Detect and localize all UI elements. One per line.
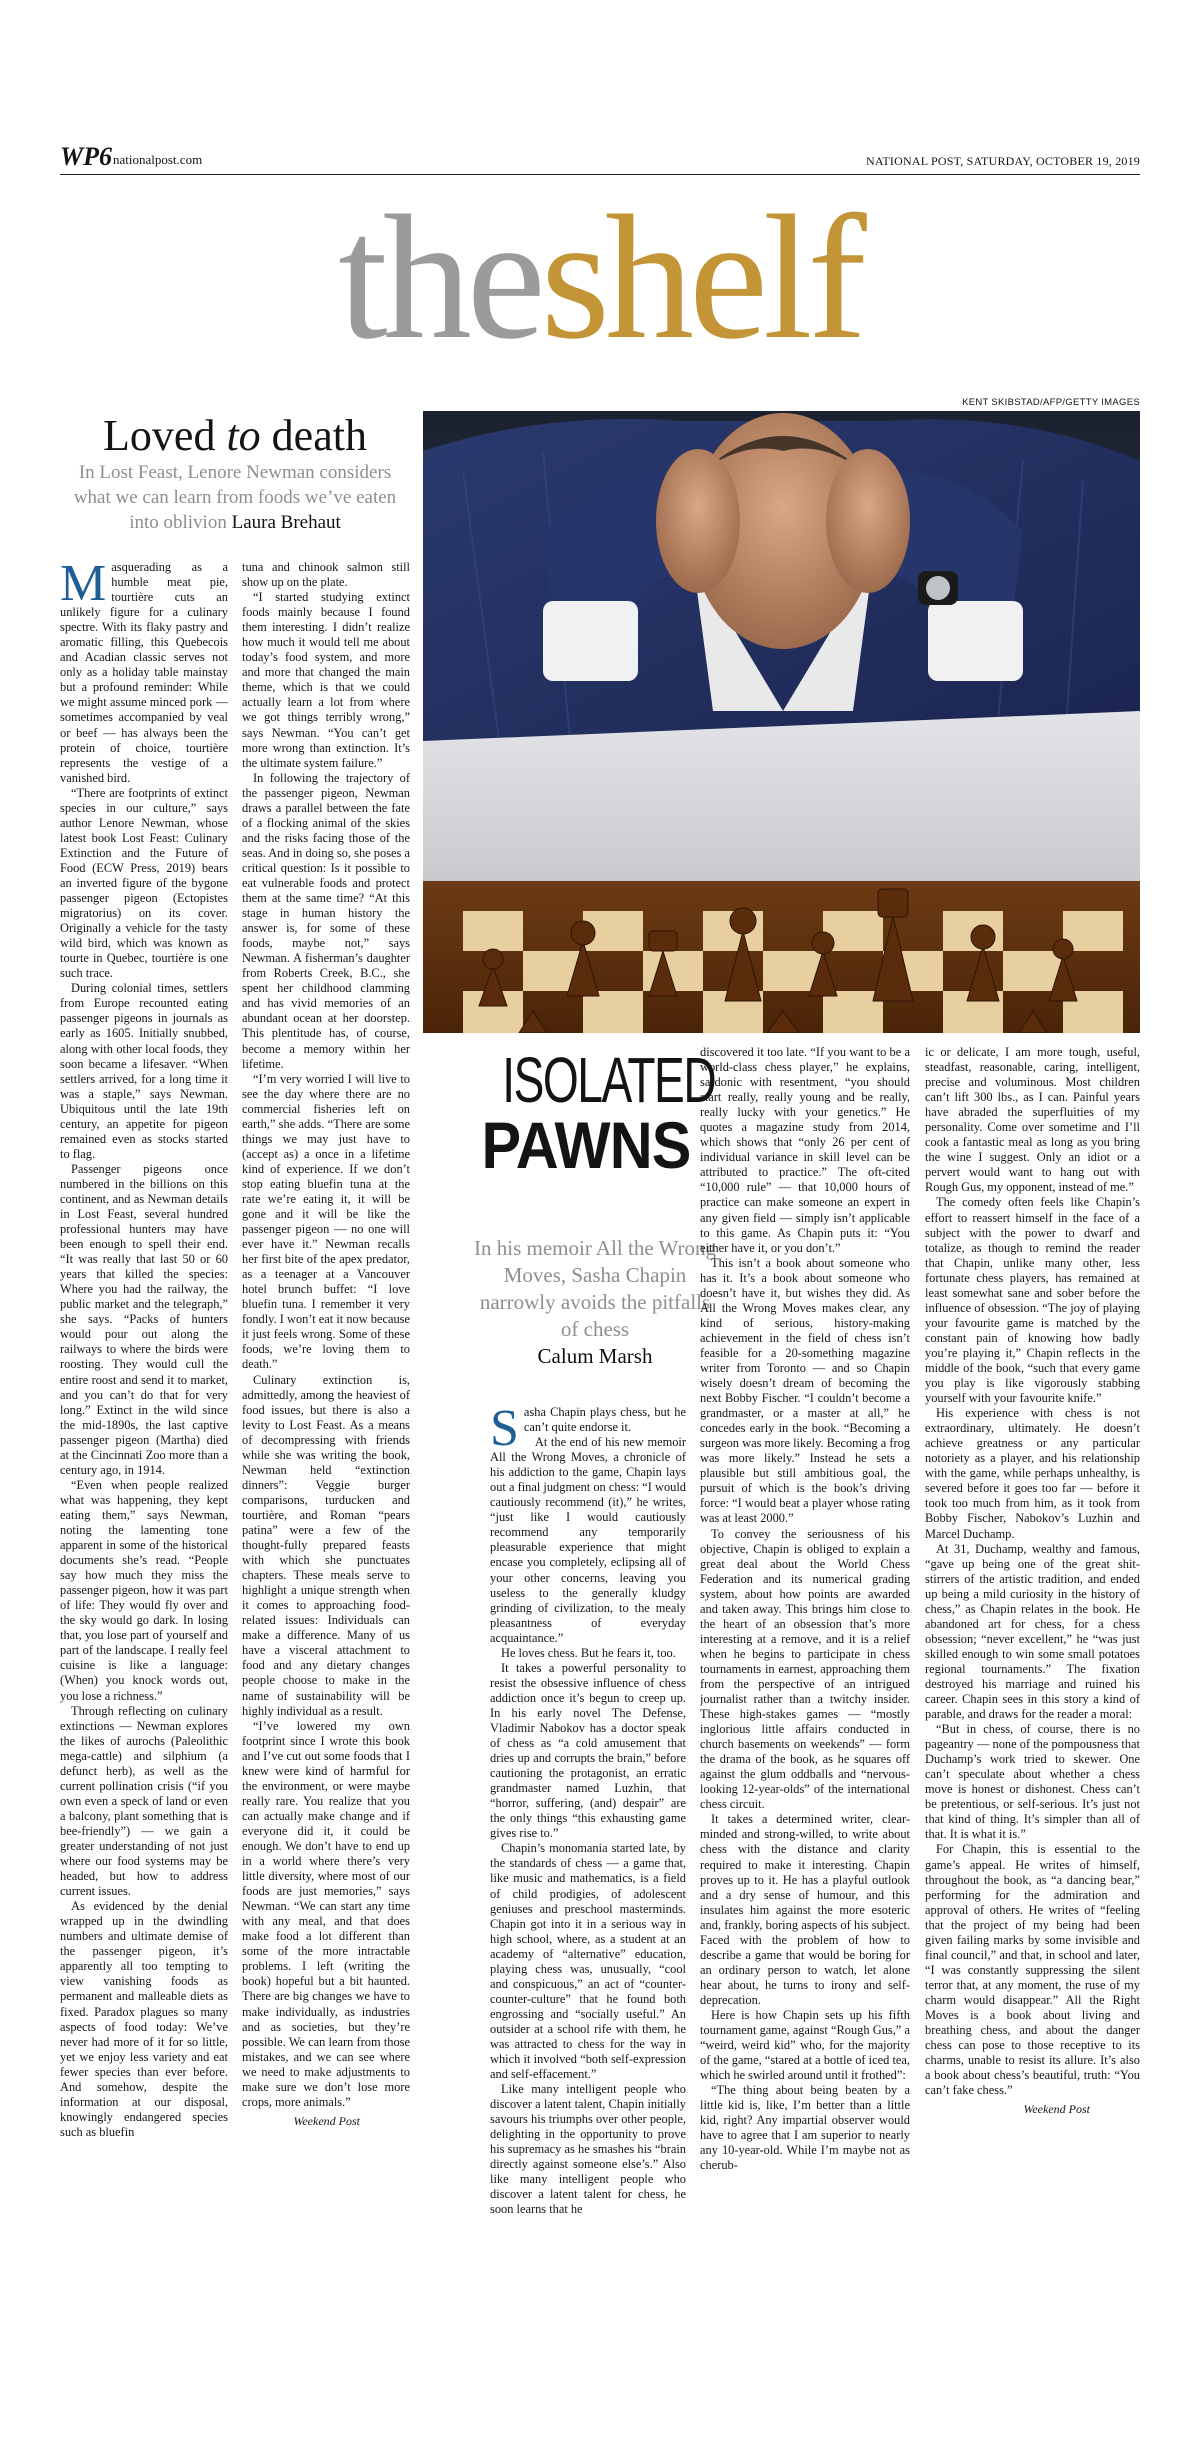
photo-credit: KENT SKIBSTAD/AFP/GETTY IMAGES <box>962 397 1140 408</box>
drop-cap: M <box>60 560 107 612</box>
paragraph: discovered it too late. “If you want to be a world-class chess player,” he explains, sardonic with resentment, “you should start really, really young and be really, really lucky with your genetics.” He quotes a magazine study from 2014, which shows that “only 26 per cent of individual variance in skill level can be attributed to practice.” The oft-cited “10,000 rule” — that 10,000 hours of practice can make someone an expert in any given field — simply isn’t applicable to this game. As Chapin puts it: “You either have it, or you don’t.” <box>700 1045 910 1255</box>
paragraph: His experience with chess is not extraordinary, ultimately. He doesn’t achieve greatness or any particular notoriety as a player, and his relationship with the game, while perhaps unhealthy, is severed before it goes too far — before it took too much from him, as it took from Bobby Fischer, Nabokov’s Luzhin and Marcel Duchamp. <box>925 1406 1140 1541</box>
deck-text: In Lost Feast, Lenore Newman considers what we can learn from foods we’ve eaten into oblivion <box>73 462 397 533</box>
left-article-column-1 <box>60 560 228 2400</box>
paragraph: It takes a determined writer, clear-minded and strong-willed, to write about chess with the distance and clarity required to make it interesting. Chapin proves up to it. He has a playful outlook and a dry sense of humour, and this insulates him against the more esoteric and, frankly, boring aspects of his subject. Faced with the problem of how to describe a game that would be boring for an ordinary person to watch, let alone hear about, he turns to irony and self-deprecation. <box>700 1812 910 2007</box>
right-article-column-1 <box>490 1405 686 2400</box>
headline-part: death <box>260 411 367 460</box>
paragraph: As evidenced by the denial wrapped up in the dwindling numbers and ultimate demise of the passenger pigeon, it’s apparently all too tempting to view vanishing foods as permanent and malleable diets as fixed. Paradox plagues so many aspects of food today: We’ve never had more of it for so little, yet we enjoy less variety and eat fewer species than ever before. And somehow, despite the information at our disposal, knowingly endangered species such as bluefin <box>60 1899 228 2139</box>
paragraph: ic or delicate, I am more tough, useful, steadfast, reasonable, caring, intelligent, precise and voluminous. Most children can’t lift 300 lbs., as I can. Painful years have abraded the superfluities of my personality. Come over sometime and I’ll cook a fantastic meal as long as you bring the wine I suggest. Only an idiot or a pervert would want to hang out with Rough Gus, my opponent, instead of me.” <box>925 1045 1140 1195</box>
page-folio: WP6 <box>60 142 112 171</box>
paragraph <box>490 1405 686 1457</box>
left-article-headline <box>60 412 410 460</box>
paragraph: For Chapin, this is essential to the game’s appeal. He writes of himself, throughout the book, as “a dancing bear,” performing for the admiration and approval of others. He writes of “feeling that the project of my being had been given failing marks by some invisible and final council,” and that, in school and later, “I was constantly suppressing the silent terror that, at any moment, the ruse of my charm would disappear.” All the Right Moves is a book about living and breathing chess, and about the danger chess can pose to those receptive to its charms, unable to resist its allure. It’s also a book about chess’s beautiful, truth: “You can’t fake chess.” <box>925 1842 1140 2098</box>
byline: Laura Brehaut <box>231 512 341 533</box>
site-url: nationalpost.com <box>113 152 203 167</box>
paragraph: This isn’t a book about someone who has it. It’s a book about someone who doesn’t have it, but wishes they did. As All the Wrong Moves makes clear, any kind of serious, history-making achievement in the field of chess isn’t feasible for a 20-something magazine writer from Toronto — and so Chapin wisely doesn’t dream of becoming the next Bobby Fischer. “I couldn’t become a grandmaster, or a master at all,” he concedes early in the book. “Becoming a surgeon was more likely. Becoming a frog was more likely.” Instead he sets a plausible but still ambitious goal, the pursuit of which is the book’s driving force: “I would beat a player whose rating was at least 2000.” <box>700 1255 910 1526</box>
paragraph: In following the trajectory of the passenger pigeon, Newman draws a parallel between the fate of a flocking animal of the skies and the risks facing those of the seas. And in doing so, she poses a critical question: Is it possible to eat vulnerable foods and protect them at the same time? “At this stage in human history the answer is, for some of these foods, maybe not,” says Newman. A fisherman’s daughter from Roberts Creek, B.C., she spent her childhood clamming and has vivid memories of an abundant ocean at her doorstep. This plentitude has, of course, become a memory within her lifetime. <box>242 770 410 1071</box>
section-masthead <box>0 178 1200 376</box>
header-rule <box>60 174 1140 175</box>
paragraph: Here is how Chapin sets up his fifth tournament game, against “Rough Gus,” a “weird, weird kid” who, for the majority of the game, “stared at a bottle of iced tea, which he swirled around until it frothed”: <box>700 2008 910 2083</box>
right-article-deck <box>470 1235 720 1370</box>
right-article-headline <box>470 1044 716 1182</box>
chess-player-photo <box>423 411 1140 1033</box>
paragraph: He loves chess. But he fears it, too. <box>501 1645 676 1660</box>
paragraph: To convey the seriousness of his objective, Chapin is obliged to explain a great deal about the World Chess Federation and its numerical grading system, about how points are awarded and taken away. This brings him close to the heart of an obsession that’s more interesting at a remove, and it is a relief when he begins to participate in chess tournaments in earnest, approaching them from the perspective of an intrigued journalist rather than a twitchy insider. These high-stakes games — “mostly inglorious little affairs conducted in church basements on weekends” — form the drama of the book, as he squares off against the glum oddballs and “nervous-looking 12-year-olds” of the international chess circuit. <box>700 1526 910 1812</box>
paragraph <box>60 560 228 786</box>
left-article-column-2 <box>242 560 410 2400</box>
masthead-the: the <box>338 178 541 376</box>
article-credit: Weekend Post <box>293 2113 360 2128</box>
headline-line-1: ISOLATED <box>502 1044 716 1116</box>
paragraph: Chapin’s monomania started late, by the standards of chess — a game that, like music and mathematics, is a field of child prodigies, of adolescent geniuses and preschool masterminds. Chapin got into it in a serious way in high school, where, as a student at an academy of “alternative” education, playing chess was, unusually, “cool and conspicuous,” an act of “counter-counter-culture” that he found both engrossing and “socially useful.” An outsider at a school rife with them, he was attracted to chess for the way in which it involved “both self-expression and self-effacement.” <box>490 1841 686 2082</box>
paragraph: “But in chess, of course, there is no pageantry — none of the pompousness that Duchamp’s work tried to skewer. One can’t speculate about whether a chess move is honest or dishonest. Chess can’t be pretentious, or self-serious. It’s just not that kind of thing. It’s simpler than all of that. It is what it is.” <box>925 1722 1140 1842</box>
drop-cap: S <box>490 1405 519 1457</box>
paragraph: Passenger pigeons once numbered in the billions on this continent, and as Newman details in Lost Feast, several hundred professional hunters may have been enough to spell their end. “It was really that last 50 or 60 years that killed the species: Where you had the railway, the public market and the telegraph,” she says. “Packs of hunters would pour out along the railways to where the birds were roosting. They would cull the entire roost and send it to market, and you can’t do that for very long.” Extinct in the wild since the mid-1890s, the last captive passenger pigeon (Martha) died at the Cincinnati Zoo more than a century ago, in 1914. <box>60 1161 228 1477</box>
paragraph: The comedy often feels like Chapin’s effort to reassert himself in the face of a subject with the power to dwarf and totalize, as though to remind the reader that Chapin, unlike many other, less fortunate chess players, has remained at least somewhat sane and sober before the influence of obsession. “The joy of playing your favourite game is matched by the constant pain of knowing how badly you’re playing it,” Chapin reflects in the middle of the book, “such that every game you play is like vigorously stabbing yourself with your favourite knife.” <box>925 1195 1140 1406</box>
paragraph: Like many intelligent people who discover a latent talent, Chapin initially savours his triumphs over other people, delighting in the opportunity to prove his supremacy as he smashes his “brain directly against someone else’s.” Also like many intelligent people who discover a latent talent for chess, he soon learns that he <box>490 2082 686 2217</box>
right-article-column-3 <box>925 1045 1140 2400</box>
byline: Calum Marsh <box>537 1344 653 1368</box>
dateline: NATIONAL POST, SATURDAY, OCTOBER 19, 2019 <box>865 154 1140 168</box>
paragraph: “I’ve lowered my own footprint since I wrote this book and I’ve cut out some foods that I knew were kind of harmful for the environment, or were maybe really rare. You realize that you can actually make change and if everyone did it, it could be enough. We don’t have to end up in a world where there’s very little diversity, where most of our foods are just memories,” says Newman. “We can start any time with any meal, and that does make food a lot different than some of the more intractable problems. I left (writing the book) hopeful but a bit haunted. There are big changes we have to make individually, as industries and as societies, but they’re possible. We can learn from those mistakes, and we can see where we need to make adjustments to make sure we don’t lose more crops, more animals.” <box>242 1718 410 2109</box>
deck-text: In his memoir All the Wrong Moves, Sasha Chapin narrowly avoids the pitfalls of chess <box>474 1236 716 1341</box>
headline-italic: to <box>226 411 261 460</box>
headline-part: Loved <box>103 411 227 460</box>
paragraph: At the end of his new memoir All the Wrong Moves, a chronicle of his addiction to the game, Chapin lays out a final judgment on chess: “I would cautiously recommend (it),” he writes, “just like I would cautiously recommend any temporarily pleasurable experience that might encase you completely, eclipsing all of your other concerns, leaving you useless to the generally kludgy grinding of civilization, to the mealy pleasantness of everyday acquaintance.” <box>490 1435 686 1645</box>
paragraph: During colonial times, settlers from Europe recounted eating passenger pigeons in journals as early as 1605. Initially snubbed, along with other local foods, they soon became a lifesaver. “When settlers arrived, for a long time it was a staple,” says Newman. Ubiquitous until the late 19th century, an appetite for pigeon remained even as stocks started to flag. <box>60 981 228 1161</box>
paragraph: It takes a powerful personality to resist the obsessive influence of chess addiction once it’s begun to creep up. In his early novel The Defense, Vladimir Nabokov has a doctor speak of chess as “a cold amusement that dries up and corrupts the brain,” before cautioning the protagonist, an erratic grandmaster named Luzhin, that “horror, suffering, (and) despair” are the only things “this exhausting game gives rise to.” <box>490 1660 686 1841</box>
left-article-deck <box>60 460 410 535</box>
paragraph: “There are footprints of extinct species in our culture,” says author Lenore Newman, whose latest book Lost Feast: Culinary Extinction and the Future of Food (ECW Press, 2019) bears an inverted figure of the bygone passenger pigeon (Ectopistes migratorius) on its cover. Originally a vehicle for the tasty wild bird, which was known as tourte in Quebec, tourtière is one such trace. <box>60 785 228 981</box>
paragraph: At 31, Duchamp, wealthy and famous, “gave up being one of the great shit-stirrers of the artistic tradition, and ended up being a mild curiosity in the history of chess,” as Chapin relates in the book. He abandoned art for chess, for a chess obsession; “never excellent,” he “was just skilled enough to win some small potatoes regional tournaments.” The fixation destroyed his marriage and ruined his career. Chapin sees in this story a kind of parable, and draws for the reader a moral: <box>925 1541 1140 1722</box>
paragraph: “The thing about being beaten by a little kid is, like, I’m better than a little kid, right? Any impartial observer would have to agree that I am superior to nearly any 10-year-old. While I’m maybe not as cherub- <box>700 2083 910 2173</box>
paragraph: tuna and chinook salmon still show up on the plate. <box>242 560 410 590</box>
paragraph: Through reflecting on culinary extinctions — Newman explores the likes of aurochs (Paleolithic mega-cattle) and silphium (a defunct herb), as well as the current pollination crisis (“if you own even a speck of land or even a balcony, plant something that is bee-friendly”) — we gain a greater understanding of not just where our food systems may be headed, but how to address current issues. <box>60 1703 228 1899</box>
article-credit: Weekend Post <box>1023 2102 1090 2117</box>
headline-line-2: PAWNS <box>481 1108 691 1182</box>
paragraph-text: asquerading as a humble meat pie, tourtière cuts an unlikely figure for a culinary spectre. With its flaky pastry and aromatic filling, this Quebecois and Acadian classic serves not only as a holiday table mainstay but a profound reminder: While we might assume minced pork — sometimes accompanied by veal or beef — has always been the protein of choice, tourtière represents the vestige of a vanished bird. <box>60 560 228 785</box>
paragraph: “I’m very worried I will live to see the day where there are no commercial fisheries left on earth,” she adds. “There are some things we may just have to (accept as) a once in a lifetime kind of experience. If we don’t stop eating bluefin tuna at the rate we’re eating it, it will be gone and it will be like the passenger pigeon — no one will ever have it.” Newman recalls her first bite of the apex predator, as a teenager at a Vancouver hotel brunch buffet: “I love bluefin tuna. I remember it very fondly. I won’t eat it now because it just feels wrong. Some of these foods, we’re loving them to death.” <box>242 1071 410 1372</box>
masthead-shelf: shelf <box>540 178 862 376</box>
paragraph: “Even when people realized what was happening, they kept eating them,” says Newman, noting the lamenting tone apparent in some of the historical documents she’s read. “People say how much they miss the passenger pigeon, how it was part of life: They would fly over and the sky would go dark. In losing that, you lose part of yourself and part of the landscape. I really feel cuisine is like a language: (When) you knock words out, you lose a richness.” <box>60 1477 228 1703</box>
right-article-column-2 <box>700 1045 910 2400</box>
paragraph: Culinary extinction is, admittedly, among the heaviest of food issues, but there is also a levity to Lost Feast. As a means of decompressing with friends while she was writing the book, Newman held “extinction dinners”: Veggie burger comparisons, turducken and tourtière, and Roman “pears patina” were a few of the thought-fully prepared feasts with which she punctuates chapters. These meals serve to highlight a unique strength when it comes to approaching food-related issues: Individuals can make a difference. Many of us have a visceral attachment to food and any dietary changes people choose to make in the name of sustainability will be highly individual as a result. <box>242 1372 410 1718</box>
paragraph: “I started studying extinct foods mainly because I found them interesting. I didn’t realize how much it would tell me about today’s food system, and more and more that changed the main theme, which is that we could actually learn a lot from where we got things terribly wrong,” says Newman. “You can’t get more wrong than extinction. It’s the ultimate system failure.” <box>242 590 410 770</box>
paragraph-text: asha Chapin plays chess, but he can’t quite endorse it. <box>523 1405 686 1435</box>
